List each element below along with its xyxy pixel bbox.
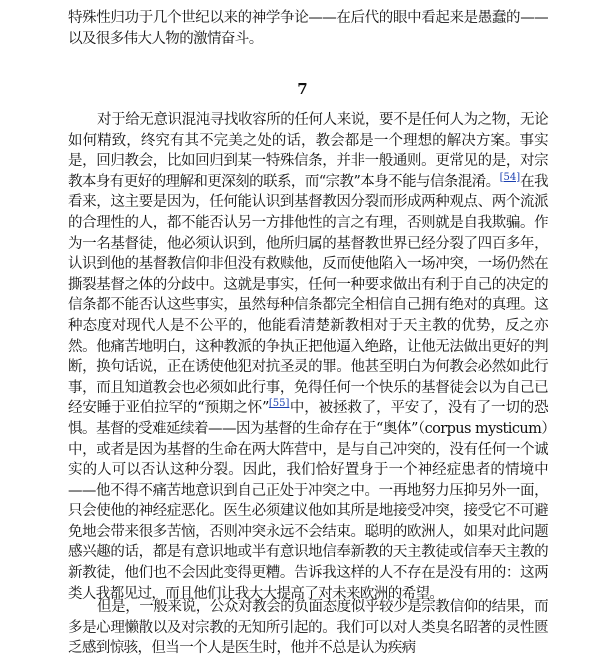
paragraph-1-part-2: 在我看来，这主要是因为，任何能认识到基督教因分裂而形成两种观点、两个流派的合理性的人，都不能否认另一方排他性的言之有理，否则就是自我欺骗。作为一名基督徒，他必须认识到，他所归属的基督教世界已经分裂了四百多年，认识到他的基督教信仰非但没有救赎他，反而使他陷入一场冲突，一场仍然在撕裂基督之体的分歧中。这就是事实，任何一种要求做出有利于自己的决定的信条都不能否认这些事实，虽然每种信条都完全相信自己拥有绝对的真理。这种态度对现代人是不公平的，他能看清楚新教相对于天主教的优势，反之亦然。他痛苦地明白，这种教派的争执正把他逼入绝路，让他无法做出更好的判断，换句话说，正在诱使他犯对抗圣灵的罪。他甚至明白为何教会必然如此行事，而且知道教会也必须如此行事，免得任何一个快乐的基督徒会以为自己已经安睡于亚伯拉罕的“预期之怀” (68, 173, 548, 417)
footnote-link-55[interactable]: [55] (268, 398, 290, 410)
paragraph-2: 但是，一般来说，公众对教会的负面态度似乎较少是宗教信仰的结果，而多是心理懒散以及对宗教的无知所引起的。我们可以对人类臭名昭著的灵性匮乏感到惊骇，但当一个人是医生时，他并不总是认为疾病 (68, 599, 548, 657)
paragraph-1-part-1: 对于给无意识混沌寻找收容所的任何人来说，要不是任何人为之物，无论如何精致，终究有其不完美之处的话，教会都是一个理想的解决方案。事实是，回归教会，比如回归到某一特殊信条，并非一般通则。更常见的是，对宗教本身有更好的理解和更深刻的联系，而“宗教”本身不能与信条混淆。 (68, 112, 548, 190)
footnote-link-54[interactable]: [54] (499, 171, 521, 183)
paragraph-1 (68, 110, 548, 604)
section-number: 7 (297, 80, 308, 98)
top-paragraph: 特殊性归功于几个世纪以来的神学争论——在后代的眼中看起来是愚蠢的——以及很多伟大人物的激情奋斗。 (68, 10, 548, 47)
paragraph-1-part-3: 中，被拯救了，平安了，没有了一切的恐惧。基督的受难延续着——因为基督的生命存在于“奥体”（corpus mysticum）中，或者是因为基督的生命在两大阵营中，是与自己冲突的，没有任何一个诚实的人可以否认这种分裂。因此，我们恰好置身于一个神经症患者的情境中——他不得不痛苦地意识到自己正处于冲突之中。一再地努力压抑另外一面，只会使他的神经症恶化。医生必须建议他如其所是地接受冲突，接受它不可避免地会带来很多苦恼，否则冲突永远不会结束。聪明的欧洲人，如果对此问题感兴趣的话，都是有意识地或半有意识地信奉新教的天主教徒或信奉天主教的新教徒，他们也不会因此变得更糟。告诉我这样的人不存在是没有用的：这两类人我都见过，而且他们让我大大提高了对未来欧洲的希望。 (68, 400, 549, 602)
